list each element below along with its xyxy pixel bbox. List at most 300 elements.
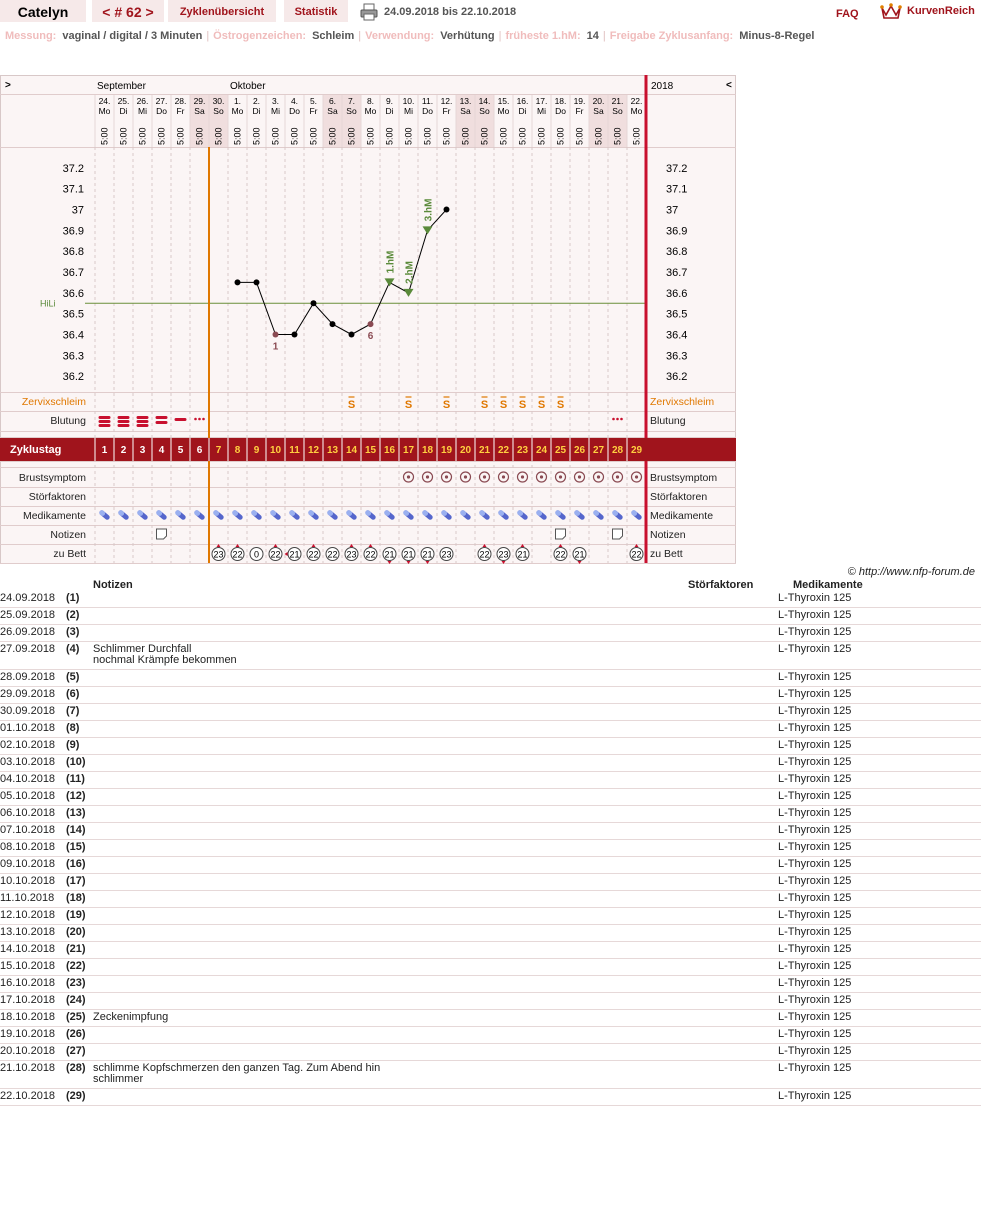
row-medikamente: L-Thyroxin 125 [778,608,981,625]
row-label-left: Medikamente [22,510,86,522]
temperature-point [254,279,260,285]
y-tick-label-left: 36.3 [62,350,84,363]
day-number: 1. [233,96,242,106]
table-row [0,908,981,925]
table-row [0,993,981,1010]
bed-time-hour: 21 [517,549,528,560]
measure-time: 5:00 [346,127,357,145]
breast-icon-dot [521,475,524,478]
table-row [0,976,981,993]
row-label-left: Brustsymptom [18,472,86,484]
table-row [0,857,981,874]
table-row [0,925,981,942]
bleeding-heavy [99,424,111,427]
measure-time: 5:00 [365,127,376,145]
row-medikamente: L-Thyroxin 125 [778,1027,981,1044]
row-medikamente: L-Thyroxin 125 [778,755,981,772]
measure-time: 5:00 [308,127,319,145]
measure-time: 5:00 [403,127,414,145]
weekday-label: Mi [537,106,546,116]
y-tick-label-right: 37.1 [666,183,688,196]
day-number: 21. [611,96,624,106]
row-date: 19.10.2018 [0,1027,66,1044]
row-date: 30.09.2018 [0,704,66,721]
notes-table [0,576,981,1106]
high-measure-label: 1.hM [385,250,397,274]
table-row [0,1044,981,1061]
row-note [93,772,593,789]
day-number: 19. [573,96,586,106]
row-date: 25.09.2018 [0,608,66,625]
row-stoerfaktoren [593,823,778,840]
row-date: 14.10.2018 [0,942,66,959]
info-value: vaginal / digital / 3 Minuten [62,30,203,42]
weekday-label: Mi [271,106,280,116]
weekday-label: Do [555,106,566,116]
info-value: 14 [586,30,599,42]
y-tick-label-left: 36.9 [62,225,84,238]
cycle-day-number: 26 [573,445,586,456]
bleeding-heavy [99,416,111,419]
measure-time: 5:00 [175,127,186,145]
row-stoerfaktoren [593,772,778,789]
bed-time-hour: 23 [213,549,224,560]
row-note [93,1089,593,1106]
table-row [0,721,981,738]
y-tick-label-left: 36.5 [62,308,84,321]
table-row [0,704,981,721]
bleeding-heavy [137,424,149,427]
row-label-left: zu Bett [53,548,86,560]
row-cycle-day: (29) [66,1089,93,1106]
weekday-label: Fr [309,106,318,116]
row-medikamente: L-Thyroxin 125 [778,823,981,840]
cycle-chart-svg [0,75,736,564]
row-note [93,1027,593,1044]
measure-time: 5:00 [270,127,281,145]
bleeding-heavy [118,420,130,423]
temperature-point [330,321,336,327]
measure-time: 5:00 [536,127,547,145]
cycle-chart [0,75,736,564]
row-note [93,823,593,840]
bed-time-hour: 21 [289,549,300,560]
row-note: schlimme Kopfschmerzen den ganzen Tag. Zum Abend hin schlimmer [93,1061,593,1089]
month-label: September [97,81,146,92]
row-stoerfaktoren [593,993,778,1010]
header-day [66,576,93,591]
measure-time: 5:00 [460,127,471,145]
header-notes: Notizen [93,578,133,591]
brand-logo-text: KurvenReich [907,5,975,17]
day-number: 11. [421,96,434,106]
tab-statistics[interactable]: Statistik [284,0,348,22]
weekday-label: Mi [404,106,413,116]
row-date: 06.10.2018 [0,806,66,823]
row-label-right: Blutung [650,415,686,427]
cycle-day-number: 9 [253,445,260,456]
cycle-day-number: 21 [478,445,491,456]
row-note [93,721,593,738]
bed-time-hour: 21 [384,549,395,560]
bleeding-spot [616,418,619,421]
info-separator: | [498,30,502,42]
row-cycle-day: (12) [66,789,93,806]
breast-icon-dot [445,475,448,478]
day-number: 5. [309,96,318,106]
measure-time: 5:00 [384,127,395,145]
temperature-point [292,332,298,338]
temperature-point [235,279,241,285]
weekday-label: Mo [630,106,643,116]
measure-time: 5:00 [194,127,205,145]
row-note [93,755,593,772]
weekday-label: So [479,106,490,116]
cycle-day-number: 13 [326,445,339,456]
bleeding-spot [194,418,197,421]
info-separator: | [206,30,210,42]
chart-nav-left: > [5,80,11,91]
day-number: 27. [155,96,168,106]
row-cycle-day: (6) [66,687,93,704]
row-medikamente: L-Thyroxin 125 [778,738,981,755]
row-date: 09.10.2018 [0,857,66,874]
info-label: Messung: [5,30,57,42]
cycle-day-number: 24 [535,445,548,456]
y-tick-label-right: 37 [666,204,679,217]
row-medikamente: L-Thyroxin 125 [778,891,981,908]
row-date: 05.10.2018 [0,789,66,806]
breast-icon-dot [407,475,410,478]
bed-time-hour: 22 [327,549,338,560]
info-value: Verhütung [440,30,495,42]
row-cycle-day: (7) [66,704,93,721]
row-medikamente: L-Thyroxin 125 [778,1089,981,1106]
row-cycle-day: (18) [66,891,93,908]
note-icon [157,529,167,539]
row-stoerfaktoren [593,942,778,959]
day-number: 30. [212,96,225,106]
info-bar [5,30,818,42]
measure-time: 5:00 [574,127,585,145]
bed-time-hour: 22 [270,549,281,560]
row-note [93,738,593,755]
row-cycle-day: (24) [66,993,93,1010]
weekday-label: Do [156,106,167,116]
table-row [0,670,981,687]
zervix-mark: S [537,399,546,411]
row-stoerfaktoren [593,670,778,687]
row-label-left: Störfaktoren [28,491,86,503]
zervix-mark: S [347,399,356,411]
row-cycle-day: (13) [66,806,93,823]
row-stoerfaktoren [593,721,778,738]
row-date: 29.09.2018 [0,687,66,704]
row-stoerfaktoren [593,976,778,993]
cycle-day-number: 6 [196,445,203,456]
table-row [0,891,981,908]
breast-icon-dot [597,475,600,478]
measure-time: 5:00 [327,127,338,145]
day-number: 8. [366,96,375,106]
table-row [0,823,981,840]
y-tick-label-right: 36.3 [666,350,688,363]
breast-icon-dot [464,475,467,478]
day-number: 18. [554,96,567,106]
top-bar [0,0,981,25]
breast-icon-dot [502,475,505,478]
day-number: 26. [136,96,149,106]
row-note [93,874,593,891]
cycle-day-number: 12 [307,445,320,456]
row-note [93,993,593,1010]
bleeding-spot [620,418,623,421]
row-note [93,1044,593,1061]
bed-time-hour: 22 [631,549,642,560]
row-stoerfaktoren [593,857,778,874]
bleeding-spot [202,418,205,421]
row-note [93,806,593,823]
bleeding-medium [156,421,168,424]
row-note [93,608,593,625]
high-measure-label: 3.hM [423,198,435,222]
day-number: 3. [271,96,280,106]
month-label: Oktober [230,81,266,92]
measure-time: 5:00 [118,127,129,145]
bleeding-medium [156,416,168,419]
row-medikamente: L-Thyroxin 125 [778,687,981,704]
info-label: Östrogenzeichen: [213,30,307,42]
row-medikamente: L-Thyroxin 125 [778,721,981,738]
day-number: 13. [459,96,472,106]
cycle-day-number: 25 [554,445,567,456]
day-number: 16. [516,96,529,106]
measure-time: 5:00 [498,127,509,145]
crown-logo-icon [880,2,902,20]
tab-cycle-overview[interactable]: Zyklenübersicht [168,0,276,22]
row-cycle-day: (4) [66,642,93,670]
note-icon [556,529,566,539]
temperature-point [349,332,355,338]
row-stoerfaktoren [593,925,778,942]
row-medikamente: L-Thyroxin 125 [778,625,981,642]
weekday-label: Mo [497,106,510,116]
row-date: 01.10.2018 [0,721,66,738]
cycle-day-number: 18 [421,445,434,456]
row-stoerfaktoren [593,1044,778,1061]
info-value: Minus-8-Regel [739,30,815,42]
row-cycle-day: (11) [66,772,93,789]
day-number: 17. [535,96,548,106]
y-tick-label-left: 37.1 [62,183,84,196]
row-stoerfaktoren [593,642,778,670]
day-number: 25. [117,96,130,106]
row-note [93,891,593,908]
bleeding-heavy [118,424,130,427]
cycle-day-number: 1 [101,445,108,456]
row-medikamente: L-Thyroxin 125 [778,1061,981,1089]
row-cycle-day: (27) [66,1044,93,1061]
zervix-mark: S [442,399,451,411]
zervix-mark: S [404,399,413,411]
row-note [93,687,593,704]
row-date: 12.10.2018 [0,908,66,925]
row-date: 15.10.2018 [0,959,66,976]
day-number: 28. [174,96,187,106]
bleeding-light [175,418,187,421]
cycle-day-number: 5 [177,445,184,456]
day-number: 20. [592,96,605,106]
table-row [0,642,981,670]
bed-time-hour: 23 [498,549,509,560]
table-row [0,789,981,806]
weekday-label: Di [119,106,128,116]
row-cycle-day: (21) [66,942,93,959]
bed-time-hour: 22 [555,549,566,560]
row-note [93,857,593,874]
printer-icon[interactable] [360,3,378,21]
info-value: Schleim [312,30,355,42]
row-cycle-day: (3) [66,625,93,642]
day-number: 15. [497,96,510,106]
bed-time-hour: 22 [365,549,376,560]
measure-time: 5:00 [137,127,148,145]
bleeding-heavy [137,420,149,423]
user-name: Catelyn [0,0,86,22]
faq-link[interactable]: FAQ [836,8,859,20]
table-row [0,772,981,789]
chart-background [0,75,736,564]
prev-cycle-button[interactable]: < [102,4,111,20]
cycle-day-number: 4 [158,445,165,456]
measure-time: 5:00 [156,127,167,145]
cycle-day-number: 8 [234,445,241,456]
cycle-day-number: 3 [139,445,146,456]
info-separator: | [602,30,606,42]
row-date: 18.10.2018 [0,1010,66,1027]
y-tick-label-left: 36.6 [62,287,84,300]
cycle-day-number: 17 [402,445,415,456]
row-cycle-day: (5) [66,670,93,687]
weekday-label: Sa [194,106,205,116]
row-date: 08.10.2018 [0,840,66,857]
measure-time: 5:00 [99,127,110,145]
low-measure-point [273,332,279,338]
row-date: 27.09.2018 [0,642,66,670]
breast-icon-dot [578,475,581,478]
header-stoerfaktoren: Störfaktoren [688,578,754,591]
bed-time-hour: 22 [479,549,490,560]
bleeding-spot [198,418,201,421]
y-tick-label-left: 37.2 [62,162,84,175]
breast-icon-dot [483,475,486,478]
row-stoerfaktoren [593,704,778,721]
table-row [0,959,981,976]
y-tick-label-right: 36.4 [666,329,688,342]
row-stoerfaktoren [593,755,778,772]
row-stoerfaktoren [593,789,778,806]
row-medikamente: L-Thyroxin 125 [778,925,981,942]
header-medikamente: Medikamente [793,578,863,591]
row-stoerfaktoren [593,840,778,857]
bleeding-heavy [137,416,149,419]
low-count-label: 1 [272,341,279,353]
weekday-label: So [612,106,623,116]
measure-time: 5:00 [422,127,433,145]
table-row [0,755,981,772]
next-cycle-button[interactable]: > [145,4,154,20]
measure-time: 5:00 [251,127,262,145]
row-date: 04.10.2018 [0,772,66,789]
temperature-point [311,300,317,306]
weekday-label: Fr [575,106,584,116]
row-note [93,959,593,976]
bleeding-heavy [99,420,111,423]
row-date: 17.10.2018 [0,993,66,1010]
row-date: 26.09.2018 [0,625,66,642]
temperature-point [444,207,450,213]
y-tick-label-left: 36.4 [62,329,84,342]
row-stoerfaktoren [593,1089,778,1106]
weekday-label: Do [289,106,300,116]
row-medikamente: L-Thyroxin 125 [778,874,981,891]
row-medikamente: L-Thyroxin 125 [778,772,981,789]
bleeding-heavy [118,416,130,419]
row-medikamente: L-Thyroxin 125 [778,1010,981,1027]
row-cycle-day: (15) [66,840,93,857]
weekday-label: Sa [460,106,471,116]
row-stoerfaktoren [593,874,778,891]
cycle-day-number: 19 [440,445,453,456]
bed-time-hour: 21 [574,549,585,560]
row-cycle-day: (28) [66,1061,93,1089]
row-medikamente: L-Thyroxin 125 [778,789,981,806]
measure-time: 5:00 [593,127,604,145]
weekday-label: Mo [98,106,111,116]
cycle-day-number: 29 [630,445,643,456]
row-medikamente: L-Thyroxin 125 [778,840,981,857]
row-note [93,942,593,959]
cycle-day-number: 14 [345,445,358,456]
measure-time: 5:00 [441,127,452,145]
row-note: Zeckenimpfung [93,1010,593,1027]
row-cycle-day: (8) [66,721,93,738]
weekday-label: Mi [138,106,147,116]
weekday-label: Di [252,106,261,116]
zervix-mark: S [480,399,489,411]
weekday-label: So [346,106,357,116]
table-row [0,687,981,704]
header-date [0,576,66,591]
hili-label: HiLi [40,298,56,309]
notes-table-header [0,576,981,591]
day-number: 14. [478,96,491,106]
measure-time: 5:00 [631,127,642,145]
bed-time-hour: 21 [403,549,414,560]
cycle-nav [92,0,164,22]
row-date: 10.10.2018 [0,874,66,891]
cycle-day-number: 7 [215,445,222,456]
weekday-label: Di [518,106,527,116]
weekday-label: Fr [176,106,185,116]
row-note [93,625,593,642]
row-date: 13.10.2018 [0,925,66,942]
weekday-label: Sa [593,106,604,116]
day-number: 10. [402,96,415,106]
row-medikamente: L-Thyroxin 125 [778,806,981,823]
day-number: 7. [347,96,356,106]
row-note [93,840,593,857]
